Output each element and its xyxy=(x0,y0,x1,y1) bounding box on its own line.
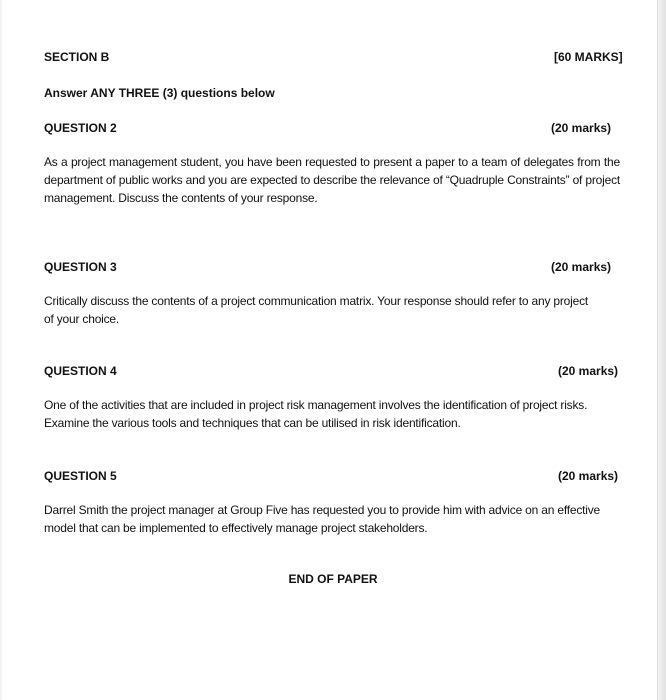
question-4-text: One of the activities that are included in project risk management involves the identification of project risks. Examine the various tools and techniques that can be utilised in risk identification. xyxy=(44,398,588,430)
instruction-text: Answer ANY THREE (3) questions below xyxy=(44,86,275,100)
question-3-header xyxy=(44,260,620,274)
section-marks: [60 MARKS] xyxy=(554,50,623,64)
question-2-marks: (20 marks) xyxy=(551,121,612,135)
question-5-title: QUESTION 5 xyxy=(44,469,117,483)
question-4-title: QUESTION 4 xyxy=(44,364,117,378)
question-2-text: As a project management student, you have been requested to present a paper to a team of delegates from the department of public works and you are expected to describe the relevance of “Quadruple Constraints” of project management. Discuss the contents of your response. xyxy=(44,155,620,205)
section-instruction xyxy=(44,86,620,100)
question-5-marks: (20 marks) xyxy=(558,469,619,483)
question-2-title: QUESTION 2 xyxy=(44,121,117,135)
page-right-edge xyxy=(657,0,666,700)
end-of-paper: END OF PAPER xyxy=(288,572,378,586)
question-2-header xyxy=(44,121,620,135)
question-3-text: Critically discuss the contents of a project communication matrix. Your response should refer to any project of your choice. xyxy=(44,294,589,326)
question-4-header xyxy=(44,364,620,378)
question-5-text: Darrel Smith the project manager at Group Five has requested you to provide him with advice on an effective model that can be implemented to effectively manage project stakeholders. xyxy=(44,503,601,535)
question-4-marks: (20 marks) xyxy=(558,364,619,378)
question-3-title: QUESTION 3 xyxy=(44,260,117,274)
question-5-header xyxy=(44,469,620,483)
section-header xyxy=(44,50,623,64)
question-3-marks: (20 marks) xyxy=(551,260,612,274)
section-title: SECTION B xyxy=(44,50,110,64)
page-left-edge xyxy=(0,0,2,700)
